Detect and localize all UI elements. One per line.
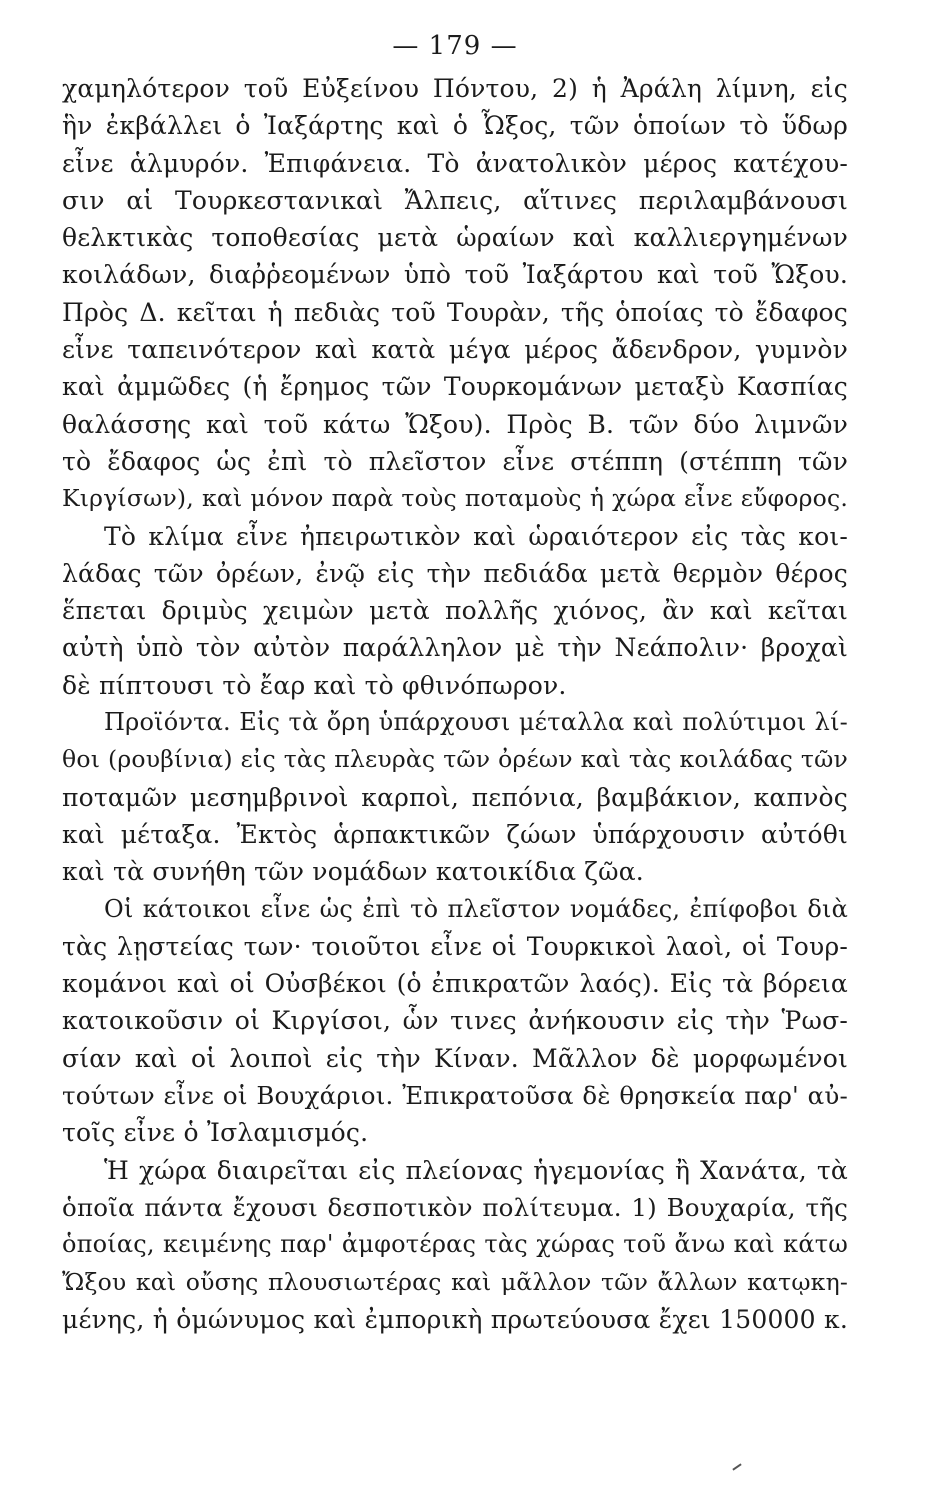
- text-line: ὁποίας, κειμένης παρ' ἀμφοτέρας τὰς χώρας τοῦ ἄνω καὶ κάτω: [62, 1230, 848, 1259]
- pencil-mark: [732, 1463, 741, 1470]
- body-text: [62, 70, 848, 1338]
- text-line: Πρὸς Δ. κεῖται ἡ πεδιὰς τοῦ Τουρὰν, τῆς ὁποίας τὸ ἔδαφος: [62, 297, 848, 327]
- text-line: ὁποῖα πάντα ἔχουσι δεσποτικὸν πολίτευμα. 1) Βουχαρία, τῆς: [62, 1192, 848, 1222]
- text-line: κοιλάδων, διαῤῥεομένων ὑπὸ τοῦ Ἰαξάρτου καὶ τοῦ Ὤξου.: [62, 260, 848, 290]
- text-line: θοι (ρουβίνια) εἰς τὰς πλευρὰς τῶν ὀρέων καὶ τὰς κοιλάδας τῶν: [62, 745, 848, 774]
- text-line: τούτων εἶνε οἱ Βουχάριοι. Ἐπικρατοῦσα δὲ θρησκεία παρ' αὐ-: [62, 1081, 848, 1111]
- text-line: λάδας τῶν ὀρέων, ἐνῷ εἰς τὴν πεδιάδα μετὰ θερμὸν θέρος: [62, 558, 848, 588]
- text-line: εἶνε ἁλμυρόν. Ἐπιφάνεια. Τὸ ἀνατολικὸν μέρος κατέχου-: [62, 148, 848, 178]
- text-line: σιν αἱ Τουρκεστανικαὶ Ἄλπεις, αἵτινες περιλαμβάνουσι: [62, 185, 848, 215]
- text-line: καὶ μέταξα. Ἐκτὸς ἁρπακτικῶν ζώων ὑπάρχουσιν αὐτόθι: [62, 819, 848, 849]
- text-line: Τὸ κλίμα εἶνε ἠπειρωτικὸν καὶ ὡραιότερον εἰς τὰς κοι-: [104, 521, 848, 551]
- text-line: εἶνε ταπεινότερον καὶ κατὰ μέγα μέρος ἄδενδρον, γυμνὸν: [62, 335, 848, 365]
- text-line: τοῖς εἶνε ὁ Ἰσλαμισμός.: [62, 1118, 369, 1148]
- text-line: θελκτικὰς τοποθεσίας μετὰ ὡραίων καὶ καλλιεργημένων: [62, 223, 848, 253]
- text-line: μένης, ἡ ὁμώνυμος καὶ ἐμπορικὴ πρωτεύουσα ἔχει 150000 κ.: [62, 1304, 848, 1334]
- text-line: καὶ τὰ συνήθη τῶν νομάδων κατοικίδια ζῶα.: [62, 857, 644, 887]
- text-line: τὸ ἔδαφος ὡς ἐπὶ τὸ πλεῖστον εἶνε στέππη (στέππη τῶν: [62, 446, 848, 476]
- text-line: θαλάσσης καὶ τοῦ κάτω Ὤξου). Πρὸς Β. τῶν δύο λιμνῶν: [62, 409, 848, 439]
- text-line: τὰς λῃστείας των· τοιοῦτοι εἶνε οἱ Τουρκικοὶ λαοὶ, οἱ Τουρ-: [62, 931, 848, 961]
- text-line: Ἡ χώρα διαιρεῖται εἰς πλείονας ἡγεμονίας ἢ Χανάτα, τὰ: [104, 1155, 848, 1185]
- text-line: κατοικοῦσιν οἱ Κιργίσοι, ὧν τινες ἀνήκουσιν εἰς τὴν Ῥωσ-: [62, 1006, 848, 1036]
- text-line: χαμηλότερον τοῦ Εὐξείνου Πόντου, 2) ἡ Ἀράλη λίμνη, εἰς: [62, 74, 848, 103]
- text-line: ποταμῶν μεσημβρινοὶ καρποὶ, πεπόνια, βαμβάκιον, καπνὸς: [62, 782, 848, 812]
- text-line: Προϊόντα. Εἰς τὰ ὄρη ὑπάρχουσι μέταλλα καὶ πολύτιμοι λί-: [104, 708, 848, 737]
- text-line: ἣν ἐκβάλλει ὁ Ἰαξάρτης καὶ ὁ Ὦξος, τῶν ὁποίων τὸ ὕδωρ: [62, 111, 848, 141]
- text-line: καὶ ἀμμῶδες (ἡ ἔρημος τῶν Τουρκομάνων μεταξὺ Κασπίας: [62, 372, 848, 402]
- text-line: Οἱ κάτοικοι εἶνε ὡς ἐπὶ τὸ πλεῖστον νομάδες, ἐπίφοβοι διὰ: [104, 894, 848, 923]
- text-line: Ὤξου καὶ οὔσης πλουσιωτέρας καὶ μᾶλλον τῶν ἄλλων κατῳκη-: [62, 1267, 848, 1296]
- text-line: αὐτὴ ὑπὸ τὸν αὐτὸν παράλληλον μὲ τὴν Νεάπολιν· βροχαὶ: [62, 633, 848, 663]
- text-line: ἕπεται δριμὺς χειμὼν μετὰ πολλῆς χιόνος, ἂν καὶ κεῖται: [62, 596, 848, 626]
- text-line: σίαν καὶ οἱ λοιποὶ εἰς τὴν Κίναν. Μᾶλλον δὲ μορφωμένοι: [62, 1043, 848, 1073]
- text-line: Κιργίσων), καὶ μόνον παρὰ τοὺς ποταμοὺς ἡ χώρα εἶνε εὔφορος.: [62, 484, 848, 513]
- text-line: δὲ πίπτουσι τὸ ἔαρ καὶ τὸ φθινόπωρον.: [62, 670, 567, 700]
- page-number: — 179 —: [392, 31, 518, 61]
- text-line: κομάνοι καὶ οἱ Οὐσβέκοι (ὁ ἐπικρατῶν λαός). Εἰς τὰ βόρεια: [62, 969, 848, 999]
